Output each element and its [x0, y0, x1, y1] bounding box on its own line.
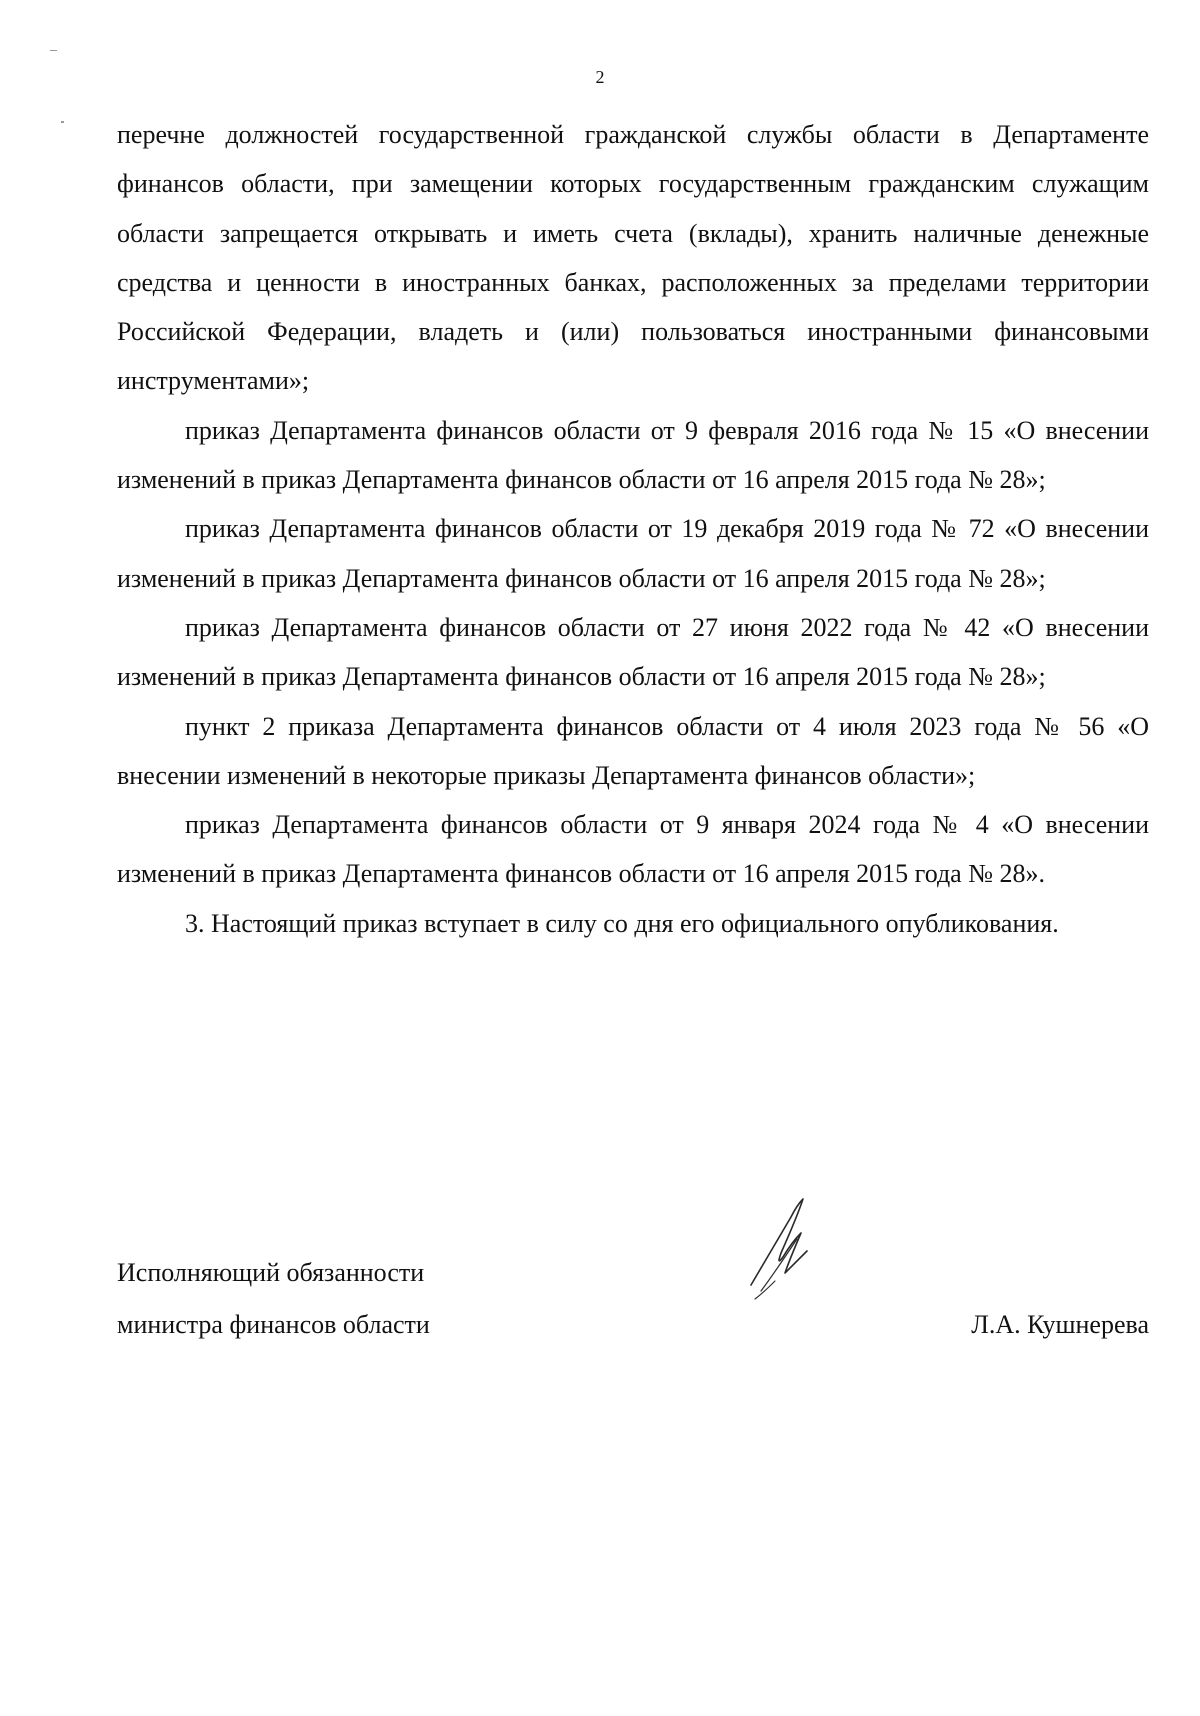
signatory-position-line1: Исполняющий обязанности [117, 1258, 425, 1287]
paragraph-order-2019: приказ Департамента финансов области от 19 декабря 2019 года № 72 «О внесении изменений в приказ Департамента финансов области от 16 апреля 2015 года № 28»; [117, 514, 1149, 593]
paragraph-order-2024: приказ Департамента финансов области от 9 января 2024 года № 4 «О внесении изменений в приказ Департамента финансов области от 16 апреля 2015 года № 28». [117, 810, 1149, 889]
scan-speck [50, 50, 57, 51]
paragraph-order-2022: приказ Департамента финансов области от 27 июня 2022 года № 42 «О внесении изменений в приказ Департамента финансов области от 16 апреля 2015 года № 28»; [117, 612, 1149, 692]
paragraph-order-2016: приказ Департамента финансов области от 9 февраля 2016 года № 15 «О внесении изменений в приказ Департамента финансов области от 16 апреля 2015 года № 28»; [117, 415, 1149, 495]
paragraph-effective-date: 3. Настоящий приказ вступает в силу со дня его официального опубликования. [185, 908, 1059, 938]
scan-speck [61, 121, 64, 123]
paragraph-continuation: перечне должностей государственной гражданской службы области в Департаменте финансов области, при замещении которых государственным гражданским служащим области запрещается открывать и иметь счета (вклады), хранить наличные денежные средства и ценности в иностранных банках, расположенных за пределами территории Российской Федерации, владеть и (или) пользоваться иностранными финансовыми инструментами»; [117, 120, 1149, 396]
signature-block [117, 1247, 1149, 1357]
paragraph-order-2023: пункт 2 приказа Департамента финансов области от 4 июля 2023 года № 56 «О внесении изменений в некоторые приказы Департамента финансов области»; [117, 711, 1149, 790]
document-body [117, 110, 1149, 948]
page-number: 2 [595, 67, 605, 87]
signatory-name: Л.А. Кушнерева [971, 1310, 1149, 1339]
signatory-position-line2: министра финансов области [117, 1310, 430, 1339]
